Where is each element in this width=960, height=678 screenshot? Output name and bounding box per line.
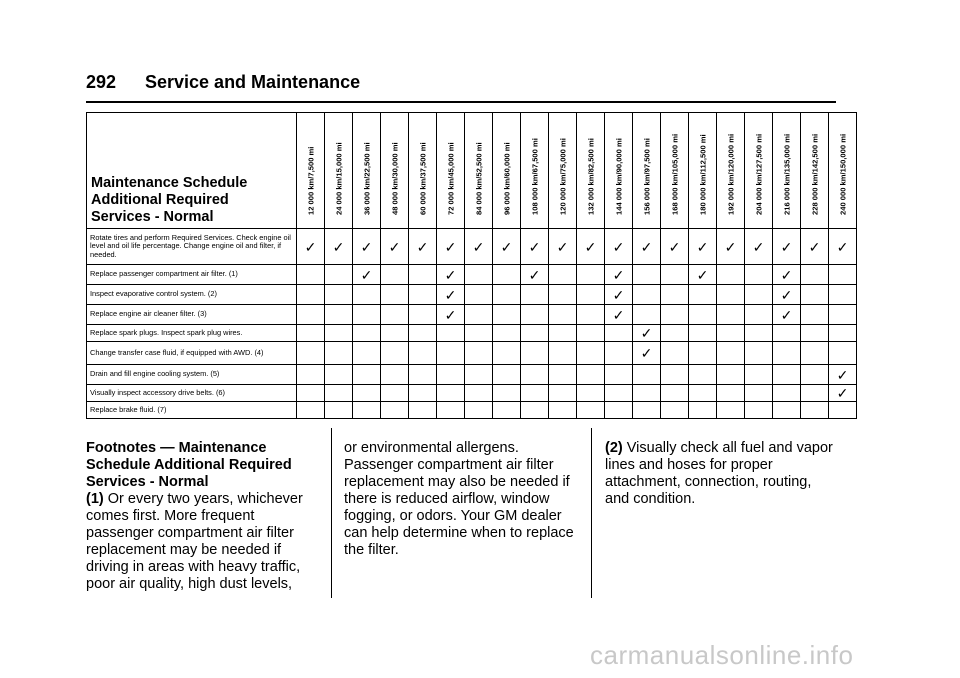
empty-cell bbox=[577, 325, 605, 342]
interval-label: 108 000 km/67,500 mi bbox=[530, 138, 539, 215]
text-column-2 bbox=[344, 440, 574, 559]
empty-cell bbox=[633, 402, 661, 419]
empty-cell bbox=[745, 402, 773, 419]
empty-cell bbox=[493, 365, 521, 385]
empty-cell bbox=[493, 402, 521, 419]
empty-cell bbox=[661, 385, 689, 402]
empty-cell bbox=[409, 342, 437, 365]
empty-cell bbox=[717, 325, 745, 342]
interval-header bbox=[549, 113, 577, 229]
check-mark-icon: ✓ bbox=[549, 229, 577, 265]
empty-cell bbox=[549, 305, 577, 325]
empty-cell bbox=[437, 402, 465, 419]
check-mark-icon: ✓ bbox=[801, 229, 829, 265]
empty-cell bbox=[493, 285, 521, 305]
empty-cell bbox=[297, 385, 325, 402]
empty-cell bbox=[465, 402, 493, 419]
service-description: Replace engine air cleaner filter. (3) bbox=[87, 305, 297, 325]
check-mark-icon: ✓ bbox=[521, 265, 549, 285]
table-header-row bbox=[87, 113, 857, 229]
check-mark-icon: ✓ bbox=[661, 229, 689, 265]
empty-cell bbox=[689, 402, 717, 419]
service-description: Replace brake fluid. (7) bbox=[87, 402, 297, 419]
check-mark-icon: ✓ bbox=[605, 305, 633, 325]
check-mark-icon: ✓ bbox=[437, 305, 465, 325]
empty-cell bbox=[297, 265, 325, 285]
interval-label: 24 000 km/15,000 mi bbox=[334, 142, 343, 215]
empty-cell bbox=[325, 285, 353, 305]
check-mark-icon: ✓ bbox=[437, 285, 465, 305]
maintenance-schedule-table bbox=[86, 112, 857, 419]
empty-cell bbox=[829, 265, 857, 285]
empty-cell bbox=[409, 265, 437, 285]
empty-cell bbox=[661, 285, 689, 305]
table-title-line-3: Services - Normal bbox=[91, 209, 214, 225]
interval-header bbox=[773, 113, 801, 229]
interval-header bbox=[521, 113, 549, 229]
footnote-1 bbox=[86, 491, 316, 593]
page-header bbox=[86, 70, 836, 98]
empty-cell bbox=[325, 402, 353, 419]
interval-header bbox=[353, 113, 381, 229]
interval-label: 84 000 km/52,500 mi bbox=[474, 142, 483, 215]
service-description: Replace passenger compartment air filter. (1) bbox=[87, 265, 297, 285]
empty-cell bbox=[297, 402, 325, 419]
check-mark-icon: ✓ bbox=[689, 229, 717, 265]
check-mark-icon: ✓ bbox=[633, 229, 661, 265]
empty-cell bbox=[661, 305, 689, 325]
footnote-2-key: (2) bbox=[605, 440, 623, 456]
interval-label: 204 000 km/127,500 mi bbox=[754, 133, 763, 215]
empty-cell bbox=[829, 325, 857, 342]
empty-cell bbox=[717, 385, 745, 402]
empty-cell bbox=[829, 305, 857, 325]
empty-cell bbox=[297, 285, 325, 305]
empty-cell bbox=[381, 385, 409, 402]
footnote-2-text: Visually check all fuel and vapor lines and hoses for proper attachment, connection, routing, and condition. bbox=[605, 440, 833, 507]
empty-cell bbox=[297, 325, 325, 342]
table-row bbox=[87, 265, 857, 285]
empty-cell bbox=[521, 325, 549, 342]
check-mark-icon: ✓ bbox=[773, 285, 801, 305]
empty-cell bbox=[661, 342, 689, 365]
empty-cell bbox=[633, 365, 661, 385]
interval-header bbox=[409, 113, 437, 229]
interval-header bbox=[493, 113, 521, 229]
interval-label: 228 000 km/142,500 mi bbox=[810, 133, 819, 215]
empty-cell bbox=[493, 265, 521, 285]
table-body bbox=[87, 229, 857, 419]
empty-cell bbox=[381, 305, 409, 325]
empty-cell bbox=[353, 305, 381, 325]
empty-cell bbox=[297, 342, 325, 365]
footnote-1-continued: or environmental allergens. Passenger compartment air filter replacement may also be needed if there is reduced airflow, window fogging, or odors. Your GM dealer can help determine when to replace the filter. bbox=[344, 440, 574, 558]
empty-cell bbox=[773, 365, 801, 385]
footnote-1-key: (1) bbox=[86, 491, 104, 507]
interval-label: 60 000 km/37,500 mi bbox=[418, 142, 427, 215]
empty-cell bbox=[409, 385, 437, 402]
empty-cell bbox=[409, 285, 437, 305]
table-row bbox=[87, 365, 857, 385]
empty-cell bbox=[353, 285, 381, 305]
empty-cell bbox=[325, 365, 353, 385]
empty-cell bbox=[465, 385, 493, 402]
empty-cell bbox=[493, 342, 521, 365]
empty-cell bbox=[689, 325, 717, 342]
empty-cell bbox=[549, 385, 577, 402]
page-number: 292 bbox=[86, 72, 117, 92]
interval-label: 48 000 km/30,000 mi bbox=[390, 142, 399, 215]
interval-label: 168 000 km/105,000 mi bbox=[670, 133, 679, 215]
empty-cell bbox=[745, 365, 773, 385]
empty-cell bbox=[605, 385, 633, 402]
empty-cell bbox=[801, 365, 829, 385]
interval-header bbox=[689, 113, 717, 229]
empty-cell bbox=[325, 325, 353, 342]
empty-cell bbox=[717, 365, 745, 385]
check-mark-icon: ✓ bbox=[521, 229, 549, 265]
interval-label: 120 000 km/75,000 mi bbox=[558, 138, 567, 215]
table-title-line-2: Additional Required bbox=[91, 192, 229, 208]
empty-cell bbox=[577, 265, 605, 285]
empty-cell bbox=[577, 305, 605, 325]
table-row bbox=[87, 229, 857, 265]
empty-cell bbox=[773, 325, 801, 342]
check-mark-icon: ✓ bbox=[297, 229, 325, 265]
empty-cell bbox=[773, 402, 801, 419]
interval-label: 144 000 km/90,000 mi bbox=[614, 138, 623, 215]
interval-header bbox=[577, 113, 605, 229]
interval-label: 156 000 km/97,500 mi bbox=[642, 138, 651, 215]
interval-header bbox=[661, 113, 689, 229]
empty-cell bbox=[465, 285, 493, 305]
empty-cell bbox=[353, 385, 381, 402]
empty-cell bbox=[633, 385, 661, 402]
check-mark-icon: ✓ bbox=[605, 229, 633, 265]
empty-cell bbox=[521, 365, 549, 385]
empty-cell bbox=[633, 285, 661, 305]
table-row bbox=[87, 342, 857, 365]
empty-cell bbox=[717, 342, 745, 365]
empty-cell bbox=[745, 305, 773, 325]
empty-cell bbox=[773, 385, 801, 402]
empty-cell bbox=[745, 385, 773, 402]
empty-cell bbox=[801, 342, 829, 365]
empty-cell bbox=[633, 265, 661, 285]
empty-cell bbox=[325, 385, 353, 402]
check-mark-icon: ✓ bbox=[689, 265, 717, 285]
empty-cell bbox=[493, 385, 521, 402]
empty-cell bbox=[577, 365, 605, 385]
service-description: Visually inspect accessory drive belts. (6) bbox=[87, 385, 297, 402]
interval-header bbox=[745, 113, 773, 229]
empty-cell bbox=[493, 305, 521, 325]
empty-cell bbox=[549, 365, 577, 385]
empty-cell bbox=[409, 305, 437, 325]
interval-label: 96 000 km/60,000 mi bbox=[502, 142, 511, 215]
empty-cell bbox=[717, 305, 745, 325]
empty-cell bbox=[437, 342, 465, 365]
interval-header bbox=[325, 113, 353, 229]
empty-cell bbox=[661, 402, 689, 419]
interval-header bbox=[437, 113, 465, 229]
empty-cell bbox=[381, 342, 409, 365]
empty-cell bbox=[801, 285, 829, 305]
empty-cell bbox=[297, 365, 325, 385]
empty-cell bbox=[829, 402, 857, 419]
check-mark-icon: ✓ bbox=[353, 265, 381, 285]
empty-cell bbox=[801, 402, 829, 419]
table-row bbox=[87, 305, 857, 325]
empty-cell bbox=[521, 385, 549, 402]
empty-cell bbox=[717, 402, 745, 419]
empty-cell bbox=[465, 342, 493, 365]
service-description: Replace spark plugs. Inspect spark plug wires. bbox=[87, 325, 297, 342]
empty-cell bbox=[689, 305, 717, 325]
check-mark-icon: ✓ bbox=[437, 229, 465, 265]
table-row bbox=[87, 325, 857, 342]
check-mark-icon: ✓ bbox=[465, 229, 493, 265]
empty-cell bbox=[549, 285, 577, 305]
check-mark-icon: ✓ bbox=[633, 325, 661, 342]
empty-cell bbox=[801, 325, 829, 342]
empty-cell bbox=[325, 305, 353, 325]
footnote-2 bbox=[605, 440, 835, 508]
check-mark-icon: ✓ bbox=[577, 229, 605, 265]
empty-cell bbox=[465, 265, 493, 285]
interval-header bbox=[465, 113, 493, 229]
interval-label: 192 000 km/120,000 mi bbox=[726, 133, 735, 215]
check-mark-icon: ✓ bbox=[381, 229, 409, 265]
empty-cell bbox=[773, 342, 801, 365]
footnote-1-text: Or every two years, whichever comes first. More frequent passenger compartment air filter replacement may be needed if driving in areas with heavy traffic, poor air quality, high dust levels, bbox=[86, 491, 303, 592]
check-mark-icon: ✓ bbox=[773, 305, 801, 325]
watermark: carmanualsonline.info bbox=[590, 640, 854, 670]
empty-cell bbox=[745, 342, 773, 365]
interval-header bbox=[801, 113, 829, 229]
empty-cell bbox=[465, 365, 493, 385]
empty-cell bbox=[297, 305, 325, 325]
empty-cell bbox=[493, 325, 521, 342]
empty-cell bbox=[353, 365, 381, 385]
empty-cell bbox=[605, 325, 633, 342]
empty-cell bbox=[381, 265, 409, 285]
empty-cell bbox=[689, 285, 717, 305]
empty-cell bbox=[549, 402, 577, 419]
table-row bbox=[87, 285, 857, 305]
interval-label: 12 000 km/7,500 mi bbox=[306, 146, 315, 215]
empty-cell bbox=[409, 365, 437, 385]
empty-cell bbox=[437, 365, 465, 385]
page-title: Service and Maintenance bbox=[145, 72, 361, 92]
column-divider bbox=[331, 428, 332, 598]
empty-cell bbox=[577, 285, 605, 305]
empty-cell bbox=[549, 325, 577, 342]
table-row bbox=[87, 402, 857, 419]
empty-cell bbox=[521, 305, 549, 325]
interval-header bbox=[605, 113, 633, 229]
empty-cell bbox=[549, 265, 577, 285]
empty-cell bbox=[801, 305, 829, 325]
check-mark-icon: ✓ bbox=[829, 365, 857, 385]
empty-cell bbox=[521, 285, 549, 305]
check-mark-icon: ✓ bbox=[829, 229, 857, 265]
service-description: Drain and fill engine cooling system. (5) bbox=[87, 365, 297, 385]
interval-header bbox=[717, 113, 745, 229]
empty-cell bbox=[381, 402, 409, 419]
interval-header bbox=[829, 113, 857, 229]
header-rule bbox=[86, 101, 836, 103]
empty-cell bbox=[633, 305, 661, 325]
empty-cell bbox=[381, 365, 409, 385]
empty-cell bbox=[353, 342, 381, 365]
empty-cell bbox=[437, 385, 465, 402]
empty-cell bbox=[801, 265, 829, 285]
service-description: Change transfer case fluid, if equipped with AWD. (4) bbox=[87, 342, 297, 365]
empty-cell bbox=[689, 385, 717, 402]
interval-header bbox=[633, 113, 661, 229]
empty-cell bbox=[717, 285, 745, 305]
table-title-line-1: Maintenance Schedule bbox=[91, 175, 248, 191]
empty-cell bbox=[745, 265, 773, 285]
check-mark-icon: ✓ bbox=[745, 229, 773, 265]
text-column-1 bbox=[86, 440, 316, 593]
check-mark-icon: ✓ bbox=[717, 229, 745, 265]
empty-cell bbox=[437, 325, 465, 342]
check-mark-icon: ✓ bbox=[325, 229, 353, 265]
service-description: Rotate tires and perform Required Services. Check engine oil level and oil life percentage. Change engine oil and filter, if needed. bbox=[87, 229, 297, 265]
empty-cell bbox=[689, 342, 717, 365]
empty-cell bbox=[689, 365, 717, 385]
column-divider bbox=[591, 428, 592, 598]
interval-header bbox=[381, 113, 409, 229]
check-mark-icon: ✓ bbox=[633, 342, 661, 365]
empty-cell bbox=[521, 342, 549, 365]
empty-cell bbox=[577, 402, 605, 419]
check-mark-icon: ✓ bbox=[773, 265, 801, 285]
empty-cell bbox=[325, 342, 353, 365]
check-mark-icon: ✓ bbox=[353, 229, 381, 265]
empty-cell bbox=[605, 402, 633, 419]
empty-cell bbox=[577, 385, 605, 402]
empty-cell bbox=[661, 265, 689, 285]
table-row bbox=[87, 385, 857, 402]
empty-cell bbox=[409, 402, 437, 419]
interval-label: 36 000 km/22,500 mi bbox=[362, 142, 371, 215]
empty-cell bbox=[829, 342, 857, 365]
empty-cell bbox=[745, 285, 773, 305]
empty-cell bbox=[521, 402, 549, 419]
empty-cell bbox=[381, 325, 409, 342]
empty-cell bbox=[605, 365, 633, 385]
empty-cell bbox=[661, 325, 689, 342]
empty-cell bbox=[829, 285, 857, 305]
empty-cell bbox=[605, 342, 633, 365]
empty-cell bbox=[381, 285, 409, 305]
interval-label: 132 000 km/82,500 mi bbox=[586, 138, 595, 215]
check-mark-icon: ✓ bbox=[493, 229, 521, 265]
check-mark-icon: ✓ bbox=[605, 285, 633, 305]
empty-cell bbox=[661, 365, 689, 385]
interval-header bbox=[297, 113, 325, 229]
service-description: Inspect evaporative control system. (2) bbox=[87, 285, 297, 305]
empty-cell bbox=[465, 305, 493, 325]
empty-cell bbox=[465, 325, 493, 342]
empty-cell bbox=[577, 342, 605, 365]
empty-cell bbox=[353, 402, 381, 419]
interval-label: 240 000 km/150,000 mi bbox=[838, 133, 847, 215]
empty-cell bbox=[745, 325, 773, 342]
table-title-cell bbox=[87, 113, 297, 229]
footnotes-title: Footnotes — Maintenance Schedule Additional Required Services - Normal bbox=[86, 440, 292, 490]
empty-cell bbox=[353, 325, 381, 342]
empty-cell bbox=[801, 385, 829, 402]
empty-cell bbox=[325, 265, 353, 285]
interval-label: 72 000 km/45,000 mi bbox=[446, 142, 455, 215]
check-mark-icon: ✓ bbox=[773, 229, 801, 265]
empty-cell bbox=[717, 265, 745, 285]
check-mark-icon: ✓ bbox=[829, 385, 857, 402]
interval-label: 216 000 km/135,000 mi bbox=[782, 133, 791, 215]
interval-label: 180 000 km/112,500 mi bbox=[698, 134, 707, 215]
check-mark-icon: ✓ bbox=[437, 265, 465, 285]
text-column-3 bbox=[605, 440, 835, 508]
check-mark-icon: ✓ bbox=[605, 265, 633, 285]
empty-cell bbox=[409, 325, 437, 342]
check-mark-icon: ✓ bbox=[409, 229, 437, 265]
empty-cell bbox=[549, 342, 577, 365]
